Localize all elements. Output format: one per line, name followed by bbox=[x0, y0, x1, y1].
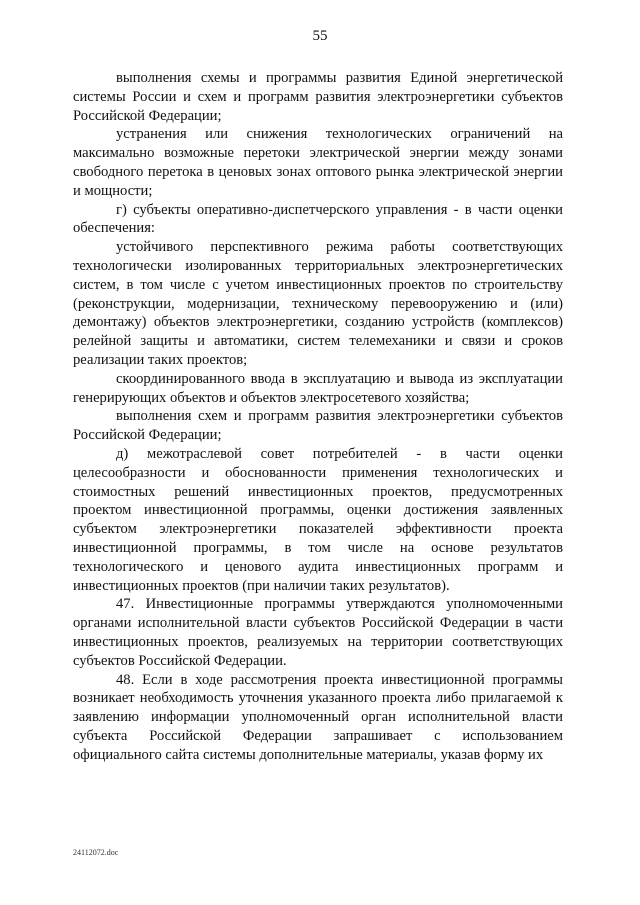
paragraph-9: 48. Если в ходе рассмотрения проекта инвестиционной программы возникает необходимость уточнения указанного проекта либо прилагаемой к заявлению информации уполномоченный орган исполнительной власти субъекта Российской Федерации запрашивает с использованием официального сайта системы дополнительные материалы, указав форму их bbox=[73, 671, 563, 763]
paragraph-6: выполнения схем и программ развития электроэнергетики субъектов Российской Федерации; bbox=[73, 408, 563, 444]
document-body bbox=[73, 69, 563, 764]
paragraph-5: скоординированного ввода в эксплуатацию и вывода из эксплуатации генерирующих объектов и объектов электросетевого хозяйства; bbox=[73, 370, 563, 406]
paragraph-7: д) межотраслевой совет потребителей - в части оценки целесообразности и обоснованности применения технологических и стоимостных решений инвестиционных проектов, предусмотренных проектом инвестиционной программы, оценки достижения заявленных субъектом электроэнергетики показателей эффективности проекта инвестиционной программы, в том числе на основе результатов технологического и ценового аудита инвестиционных программ и инвестиционных проектов (при наличии таких результатов). bbox=[73, 445, 563, 594]
paragraph-2: устранения или снижения технологических ограничений на максимально возможные перетоки электрической энергии между зонами свободного перетока в ценовых зонах оптового рынка электрической энергии и мощности; bbox=[73, 126, 563, 199]
footer-file-code: 24112072.doc bbox=[73, 848, 119, 857]
paragraph-4: устойчивого перспективного режима работы соответствующих технологически изолированных территориальных электроэнергетических систем, в том числе с учетом инвестиционных проектов по строительству (реконструкции, модернизации, техническому перевооружению и (или) демонтажу) объектов электроэнергетики, созданию устройств (комплексов) релейной защиты и автоматики, систем телемеханики и связи и сроков реализации таких проектов; bbox=[73, 239, 563, 368]
paragraph-3: г) субъекты оперативно-диспетчерского управления - в части оценки обеспечения: bbox=[73, 201, 563, 237]
page-number: 55 bbox=[312, 28, 328, 44]
paragraph-1: выполнения схемы и программы развития Единой энергетической системы России и схем и программ развития электроэнергетики субъектов Российской Федерации; bbox=[73, 70, 563, 124]
paragraph-8: 47. Инвестиционные программы утверждаются уполномоченными органами исполнительной власти субъектов Российской Федерации в части инвестиционных проектов, реализуемых на территории соответствующих субъектов Российской Федерации. bbox=[73, 596, 563, 669]
